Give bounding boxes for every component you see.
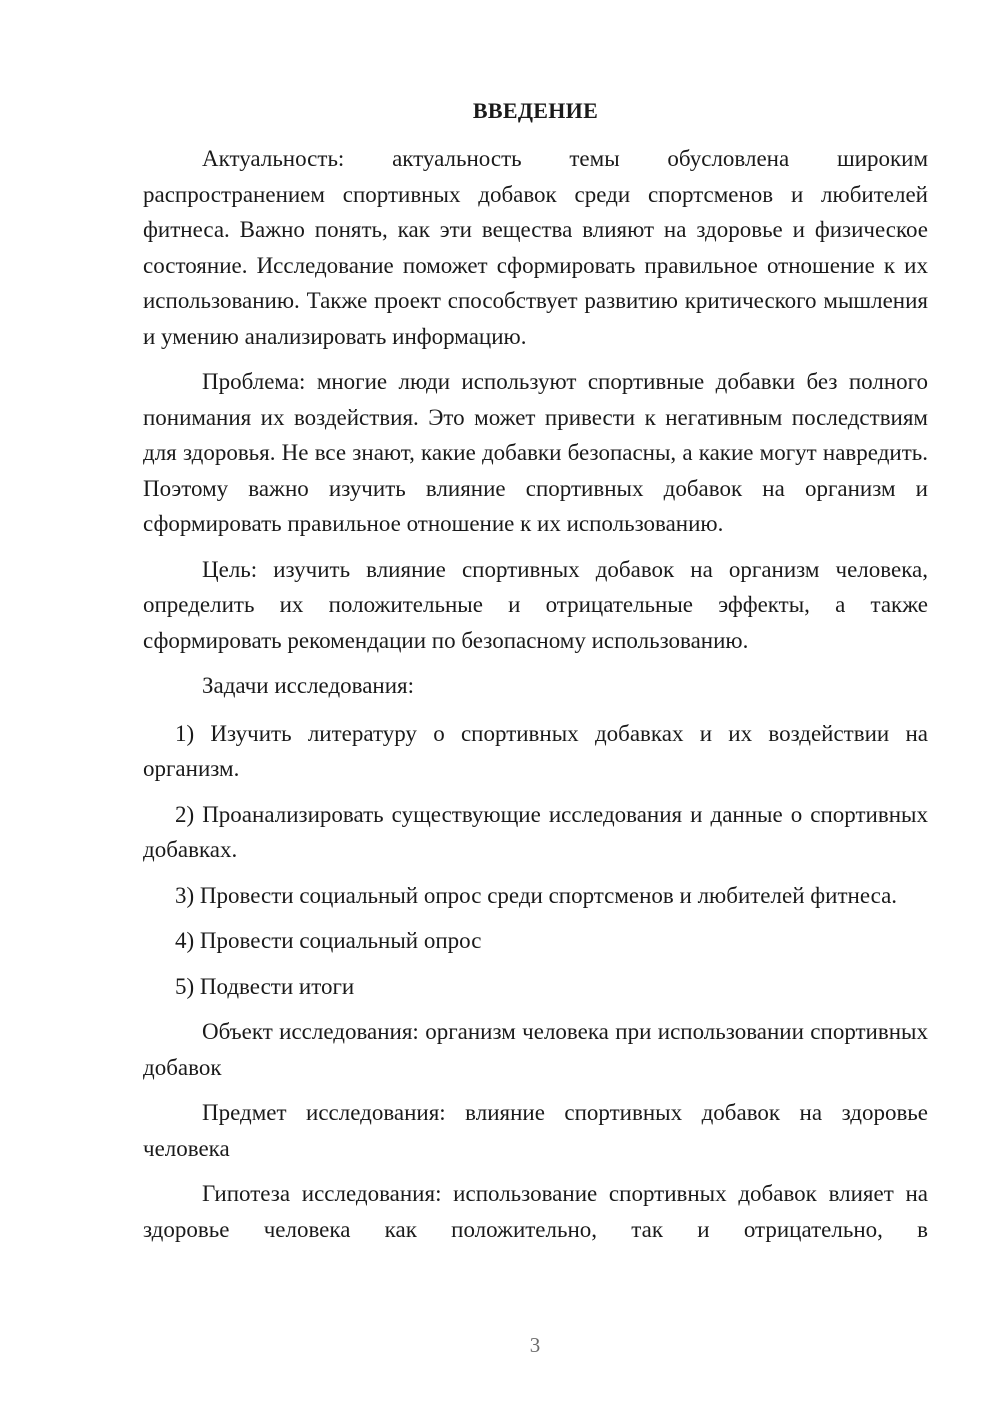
subject-paragraph: Предмет исследования: влияние спортивных добавок на здоровье человека [143,1100,928,1161]
tasks-list [143,716,928,1005]
page-number: 3 [529,1333,541,1357]
task-item: 5) Подвести итоги [175,973,355,999]
section-title: ВВЕДЕНИЕ [472,98,599,123]
task-item: 2) Проанализировать существующие исследования и данные о спортивных добавках. [143,801,928,862]
document-page [143,95,928,1247]
task-item: 3) Провести социальный опрос среди спортсменов и любителей фитнеса. [175,882,898,908]
goal-paragraph: Цель: изучить влияние спортивных добавок на организм человека, определить их положительные и отрицательные эффекты, а также сформировать рекомендации по безопасному использованию. [143,556,928,653]
problem-paragraph: Проблема: многие люди используют спортивные добавки без полного понимания их воздействия. Это может привести к негативным последствиям для здоровья. Не все знают, какие добавки безопасны, а какие могут навредить. Поэтому важно изучить влияние спортивных добавок на организм и сформировать правильное отношение к их использованию. [143,369,928,536]
relevance-paragraph: Актуальность: актуальность темы обусловлена широким распространением спортивных добавок среди спортсменов и любителей фитнеса. Важно понять, как эти вещества влияют на здоровье и физическое состояние. Исследование поможет сформировать правильное отношение к их использованию. Также проект способствует развитию критического мышления и умению анализировать информацию. [143,146,928,349]
tasks-heading: Задачи исследования: [202,673,415,698]
hypothesis-paragraph: Гипотеза исследования: использование спортивных добавок влияет на здоровье человека как положительно, так и отрицательно, в [143,1181,928,1242]
task-item: 4) Провести социальный опрос [175,928,482,953]
object-paragraph: Объект исследования: организм человека при использовании спортивных добавок [143,1019,928,1080]
task-item: 1) Изучить литературу о спортивных добавках и их воздействии на организм. [143,720,928,781]
